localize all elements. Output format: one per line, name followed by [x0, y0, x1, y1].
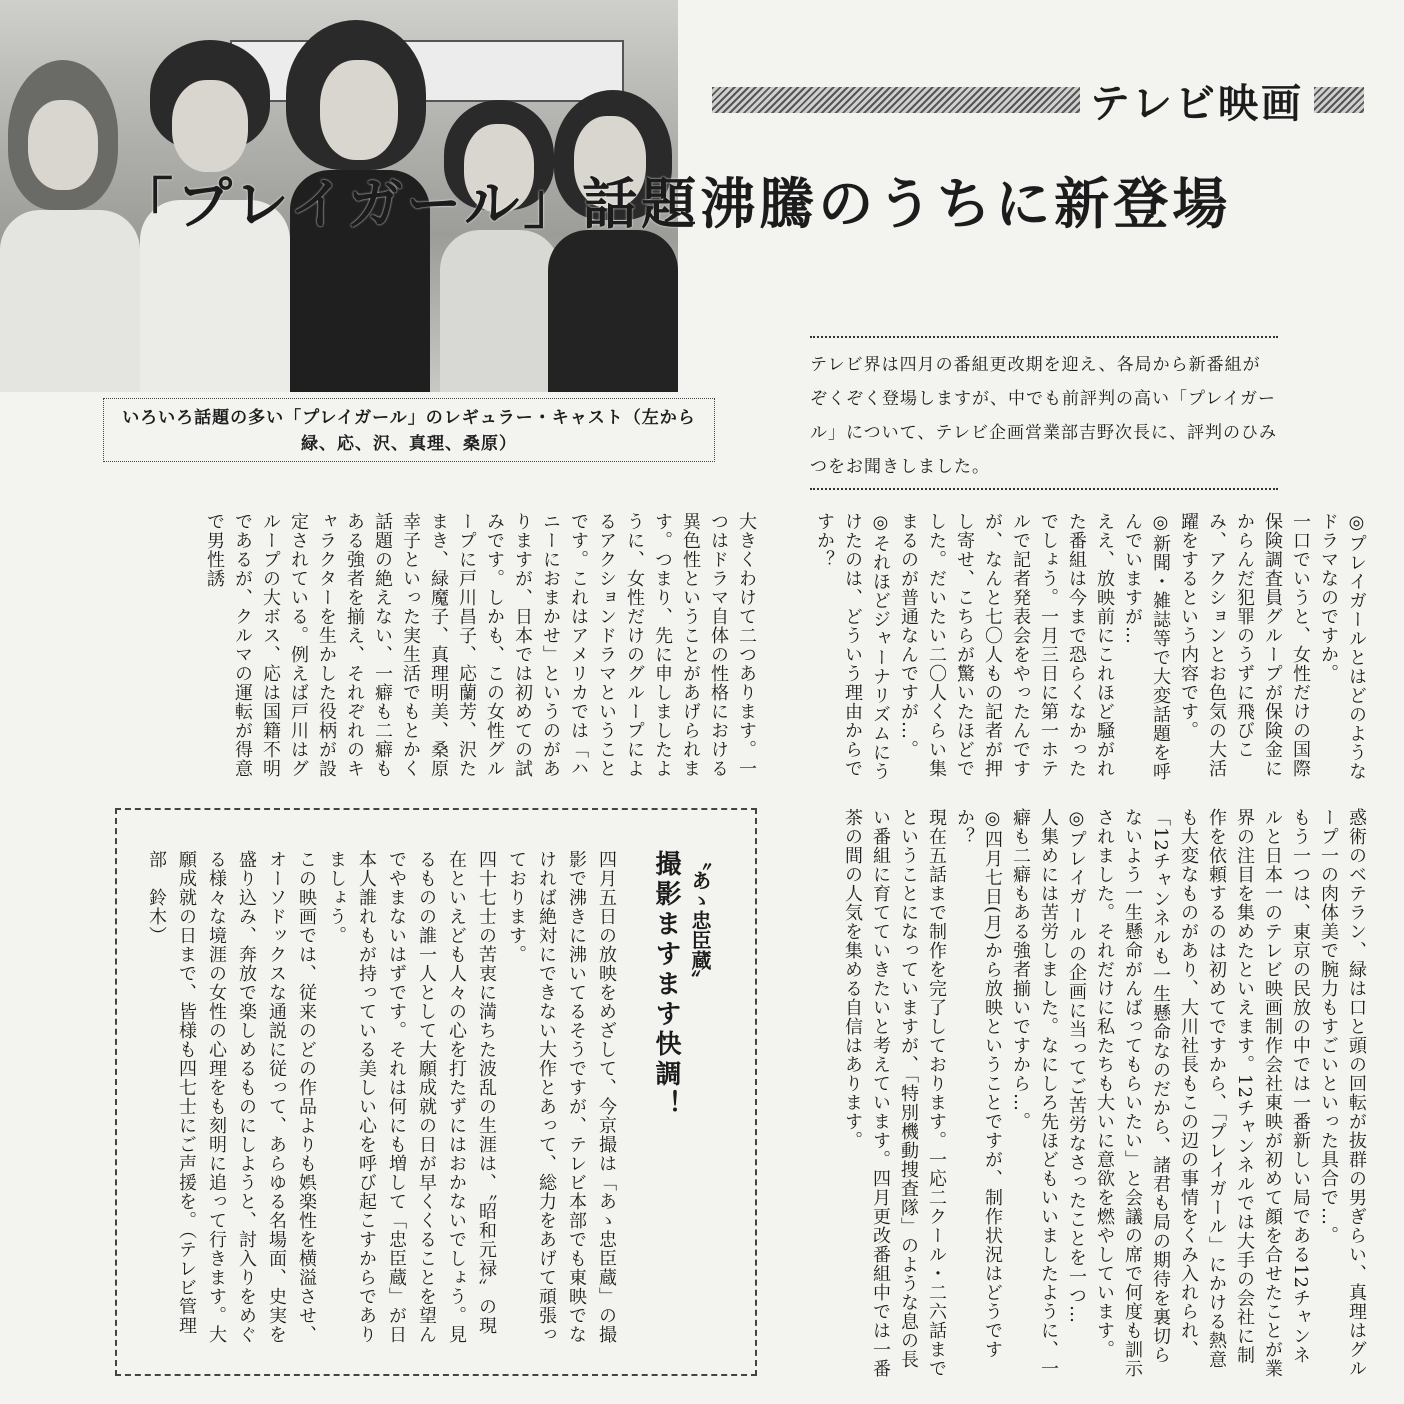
sidebar-paragraph: 四十七士の苦衷に満ちた波乱の生涯は、〝昭和元禄〟の現在といえども人々の心を打たずにはおかないでしょう。見るものの誰一人として大願成就の日が早くくることを望んでやまないはずです。それは何にも増して「忠臣蔵」が日本人誰れもが持っている美しい心を呼び起こすからでありましょう。 [326, 850, 497, 1344]
cast-member-figure [548, 90, 678, 392]
sidebar-kicker: 〝あゝ忠臣蔵〟 [688, 850, 712, 990]
section-header [712, 80, 1364, 127]
interview-answer: 現在五話まで制作を完了しております。一応二クール・二六話までということになっていますが、「特別機動捜査隊」のような息の長い番組に育てていきたいと考えています。四月更改番組中では一番茶の間の人気を集める自信はあります。 [842, 808, 947, 1378]
headline: 「プレイガール」話題沸騰のうちに新登場 [118, 172, 1232, 236]
interview-answer: 大きくわけて二つあります。一つはドラマ自体の性格における異色性ということがあげられます。つまり、先に申しましたように、女性だけのグループによるアクションドラマということです。これはアメリカでは「ハニーにおまかせ」というのがありますが、日本では初めての試みです。しかも、この女性グループに戸川昌子、応蘭芳、沢たまき、緑魔子、真理明美、桑原幸子といった実生活でもとかく話題の絶えない、一癖も二癖もある強者を揃え、それぞれのキャラクターを生かした役柄が設定されている。例えば戸川はグループの大ボス、応は国籍不明であるが、クルマの運転が得意で男性誘 [204, 512, 757, 778]
interview-answer: もう一つは、東京の民放の中では一番新しい局である12チャンネルと日本一のテレビ映画制作会社東映が初めて顔を合せたことが業界の注目を集めたといえます。12チャンネルでは大手の会社に制作を依頼するのは初めてですから、「プレイガール」にかける熱意も大変なものがあり、大川社長もこの辺の事情をくみ入れられ、「12チャンネルも一生懸命なのだから、諸君も局の期待を裏切らないよう一生懸命がんばってもらいたい」と会議の席で何度も訓示されました。それだけに私たちも大いに意欲を燃やしています。 [1094, 808, 1311, 1378]
hatch-divider [712, 87, 1080, 113]
interview-question: ◎それほどジャーナリズムにうけたのは、どういう理由からですか？ [814, 512, 891, 781]
lead-paragraph [810, 336, 1278, 490]
cast-member-figure [440, 100, 560, 392]
sidebar-paragraph: この映画では、従来のどの作品よりも娯楽性を横溢させ、オーソドックスな通説に従って、あらゆる名場面、史実を盛り込み、奔放で楽しめるものにしようと、討入りをめぐる様々な境涯の女性の心理をも刻明に追って行きます。大願成就の日まで、皆様も四七士にご声援を。（テレビ管理部 鈴木） [146, 850, 317, 1344]
section-label: テレビ映画 [1089, 80, 1304, 127]
sidebar-body [141, 850, 621, 1350]
interview-answer: 一口でいうと、女性だけの国際保険調査員グループが保険金にからんだ犯罪のうずに飛びこみ、アクションとお色気の大活躍をするという内容です。 [1178, 512, 1311, 778]
sidebar-paragraph: 四月五日の放映をめざして、今京撮は「あゝ忠臣蔵」の撮影で沸きに沸いてるそうですが、テレビ本部でも東映でなければ絶対にできない大作とあって、総力をあげて頑張っております。 [506, 850, 617, 1344]
sidebar-box [115, 808, 757, 1376]
sidebar-title: 撮影ますます快調！ [651, 850, 681, 1120]
interview-question: ◎プレイガールの企画に当ってご苦労なさったことを一つ… [1066, 808, 1087, 1324]
hatch-divider [1314, 87, 1364, 113]
interview-column-upper-right [770, 512, 1370, 792]
photo-caption: いろいろ話題の多い「プレイガール」のレギュラー・キャスト（左から緑、応、沢、真理、桑原） [103, 398, 715, 462]
interview-column-upper-left [110, 512, 760, 792]
interview-answer: 人集めには苦労しました。なにしろ先ほどもいいましたように、一癖も二癖もある強者揃いですから…。 [1010, 808, 1059, 1378]
lead-text: テレビ界は四月の番組更改期を迎え、各局から新番組がぞくぞく登場しますが、中でも前評判の高い「プレイガール」について、テレビ企画営業部吉野次長に、評判のひみつをお聞きしました。 [810, 355, 1277, 477]
interview-question: ◎プレイガールとはどのようなドラマなのですか。 [1318, 512, 1367, 781]
interview-answer: 惑術のベテラン、緑は口と頭の回転が抜群の男ぎらい、真理はグループ一の肉体美で腕力もすごいといった具合で…。 [1318, 808, 1367, 1378]
interview-question: ◎新聞・雑誌等で大変話題を呼んでいますが… [1122, 512, 1171, 781]
interview-answer: ええ、放映前にこれほど騒がれた番組は今まで恐らくなかったでしょう。一月三日に第一ホテルで記者発表会をやったんですが、なんと七〇人もの記者が押し寄せ、こちらが驚いたほどでした。だいたい二〇人くらい集まるのが普通なんですが…。 [898, 512, 1115, 778]
interview-question: ◎四月七日(月)から放映ということですが、制作状況はどうですか？ [954, 808, 1003, 1360]
interview-column-lower-right [770, 808, 1370, 1378]
